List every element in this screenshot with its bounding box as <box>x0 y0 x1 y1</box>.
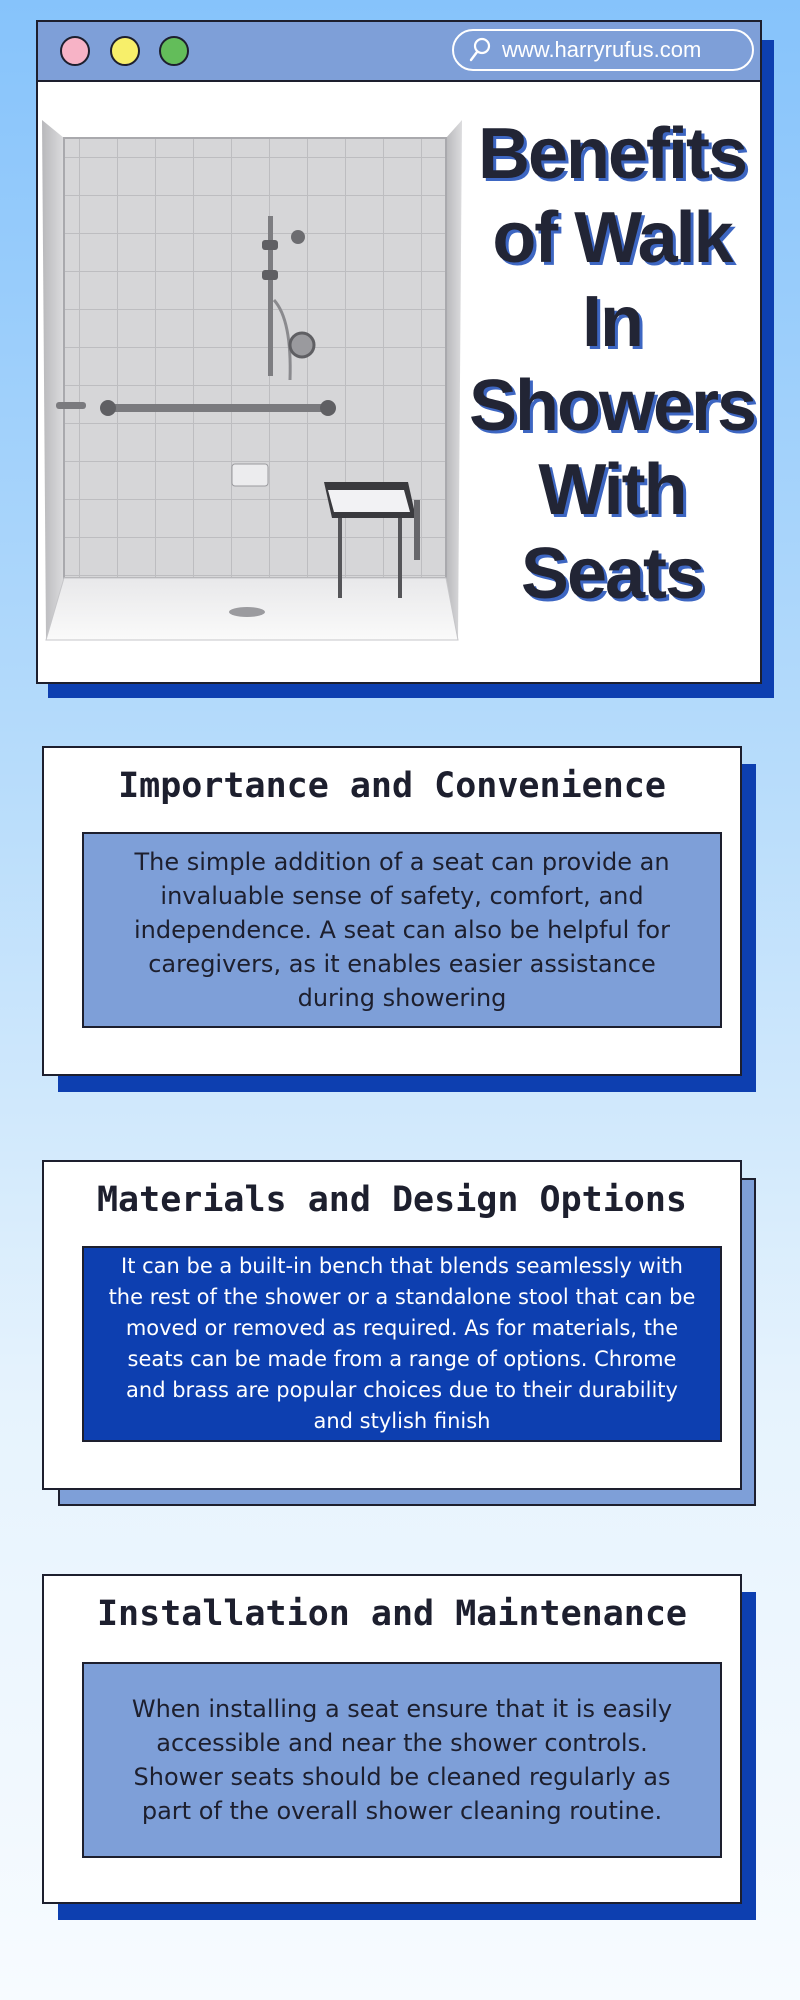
window-titlebar <box>38 22 760 82</box>
url-bar[interactable] <box>452 29 754 71</box>
section-text-box <box>82 1662 722 1858</box>
page-title: Benefits of Walk In Showers With Seats <box>468 114 756 614</box>
section-text: The simple addition of a seat can provide an invaluable sense of safety, comfort, and independence. A seat can also be helpful for caregivers, as it enables easier assistance during showering <box>134 848 670 1012</box>
section-text-box <box>82 1246 722 1442</box>
section-title: Importance and Convenience <box>118 766 666 806</box>
hero-window <box>36 20 762 684</box>
hero-body <box>38 82 760 684</box>
close-dot-icon[interactable] <box>60 36 90 66</box>
minimize-dot-icon[interactable] <box>110 36 140 66</box>
section-text: It can be a built-in bench that blends seamlessly with the rest of the shower or a standalone stool that can be moved or removed as required. As for materials, the seats can be made from a range of options. Chrome and brass are popular choices due to their durability and stylish finish <box>108 1254 696 1433</box>
section-title: Materials and Design Options <box>96 1180 687 1220</box>
section-text: When installing a seat ensure that it is easily accessible and near the shower controls. Shower seats should be cleaned regularly as part of the overall shower cleaning routine. <box>131 1695 673 1825</box>
section-card-importance <box>42 746 742 1076</box>
maximize-dot-icon[interactable] <box>159 36 189 66</box>
section-text-box <box>82 832 722 1028</box>
section-card-materials <box>42 1160 742 1490</box>
url-text: www.harryrufus.com <box>502 37 702 62</box>
walk-in-shower-image <box>42 120 462 652</box>
section-card-installation <box>42 1574 742 1904</box>
section-title: Installation and Maintenance <box>96 1594 687 1634</box>
search-icon <box>466 35 496 65</box>
